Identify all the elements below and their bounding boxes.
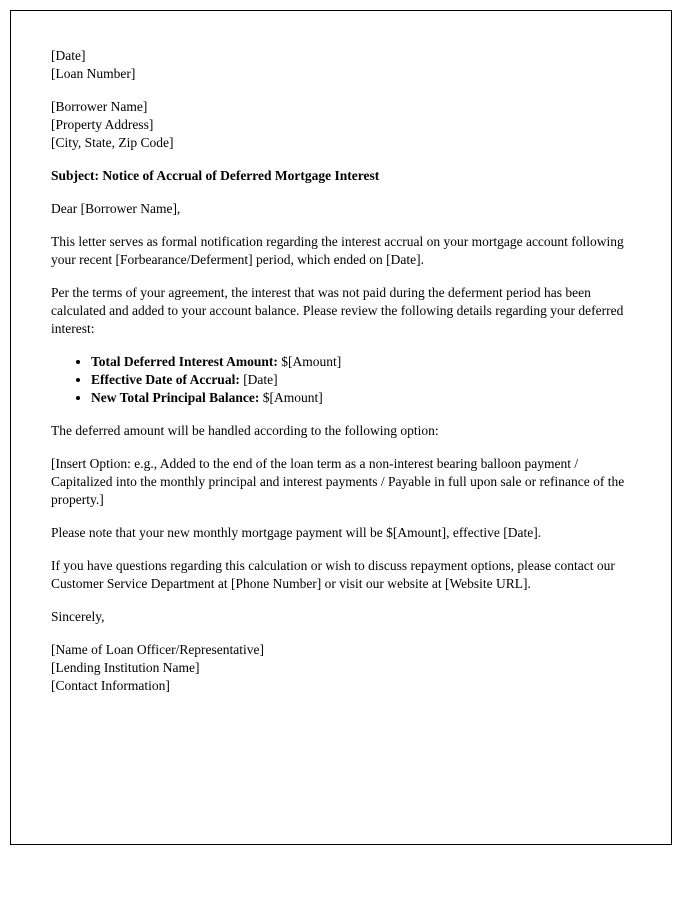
effective-date-label: Effective Date of Accrual: [91, 372, 240, 387]
paragraph-payment: Please note that your new monthly mortgage payment will be $[Amount], effective [Date]. [51, 525, 542, 540]
loan-number-placeholder: [Loan Number] [51, 66, 136, 81]
city-state-zip-placeholder: [City, State, Zip Code] [51, 135, 174, 150]
property-address-placeholder: [Property Address] [51, 117, 154, 132]
borrower-name-placeholder: [Borrower Name] [51, 99, 148, 114]
paragraph-terms: Per the terms of your agreement, the interest that was not paid during the deferment period has been calculated and added to your account balance. Please review the following details regarding your deferred interest: [51, 285, 624, 336]
institution-name-placeholder: [Lending Institution Name] [51, 660, 200, 675]
new-principal-balance-value: $[Amount] [259, 390, 323, 405]
paragraph-intro: This letter serves as formal notification regarding the interest accrual on your mortgage account following your recent [Forbearance/Deferment] period, which ended on [Date]. [51, 234, 624, 267]
letter-page [10, 10, 672, 845]
letter-meta-block [51, 47, 631, 83]
paragraph-handling: The deferred amount will be handled according to the following option: [51, 423, 439, 438]
deferred-interest-details-list [51, 353, 631, 407]
list-item-deferred-interest-amount [91, 353, 631, 371]
paragraph-option-placeholder: [Insert Option: e.g., Added to the end of the loan term as a non-interest bearing balloon payment / Capitalized into the monthly principal and interest payments / Payable in full upon sale or refinance of the property.] [51, 456, 625, 507]
subject-line: Subject: Notice of Accrual of Deferred Mortgage Interest [51, 168, 380, 183]
deferred-interest-amount-value: $[Amount] [277, 354, 342, 369]
recipient-address-block [51, 98, 631, 152]
paragraph-questions: If you have questions regarding this calculation or wish to discuss repayment options, please contact our Customer Service Department at [Phone Number] or visit our website at [Website URL]. [51, 558, 615, 591]
closing: Sincerely, [51, 609, 105, 624]
date-placeholder: [Date] [51, 48, 86, 63]
effective-date-value: [Date] [239, 372, 278, 387]
salutation: Dear [Borrower Name], [51, 201, 181, 216]
signer-name-placeholder: [Name of Loan Officer/Representative] [51, 642, 265, 657]
new-principal-balance-label: New Total Principal Balance: [91, 390, 260, 405]
signature-block [51, 641, 631, 695]
deferred-interest-amount-label: Total Deferred Interest Amount: [91, 354, 278, 369]
list-item-effective-date [91, 371, 631, 389]
list-item-new-principal-balance [91, 389, 631, 407]
contact-info-placeholder: [Contact Information] [51, 678, 170, 693]
